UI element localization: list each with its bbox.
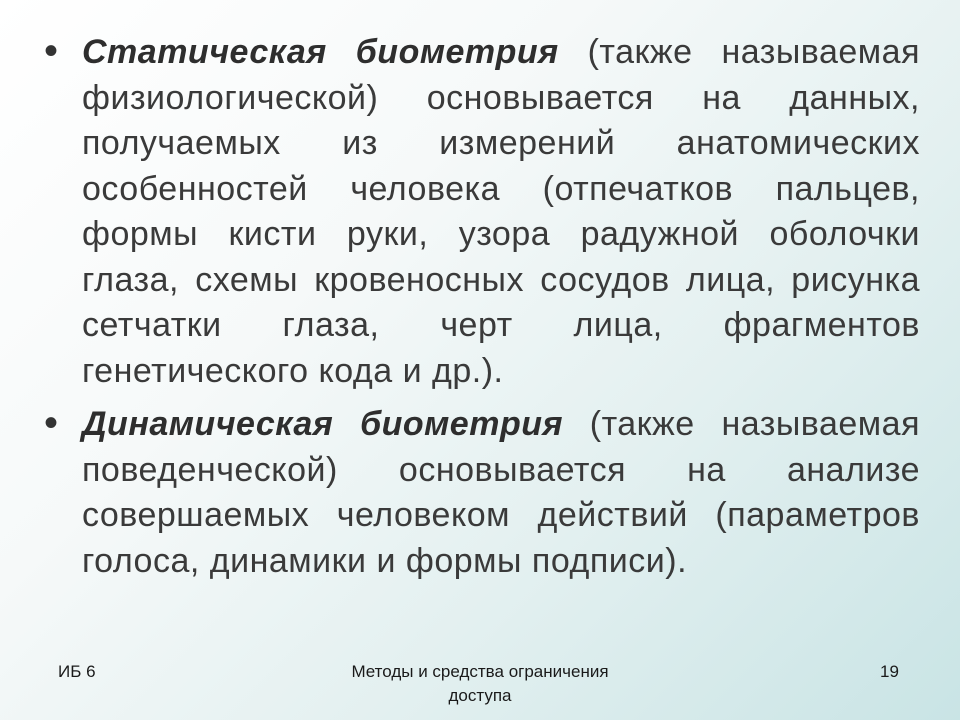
bullet-text (82, 30, 920, 394)
page-number: 19 (880, 662, 899, 681)
bullet-description: (также называемая физиологической) основывается на данных, получаемых из измерений анатомических особенностей человека (отпечатков пальцев, формы кисти руки, узора радужной оболочки глаза, схемы кровеносных сосудов лица, рисунка сетчатки глаза, черт лица, фрагментов генетического кода и др.). (82, 33, 920, 390)
footer-left-label: ИБ 6 (58, 662, 96, 681)
slide-content (40, 30, 920, 592)
bullet-item (40, 30, 920, 394)
bullet-term: Динамическая биометрия (82, 405, 564, 443)
bullet-text (82, 402, 920, 584)
bullet-description: (также называемая поведенческой) основывается на анализе совершаемых человеком действий (параметров голоса, динамики и формы подписи). (82, 405, 920, 580)
bullet-term: Статическая биометрия (82, 33, 559, 71)
bullet-item (40, 402, 920, 584)
footer-title: Методы и средства ограничения доступа (351, 662, 609, 705)
bullet-dot-icon: • (44, 29, 59, 73)
bullet-dot-icon: • (44, 401, 59, 445)
